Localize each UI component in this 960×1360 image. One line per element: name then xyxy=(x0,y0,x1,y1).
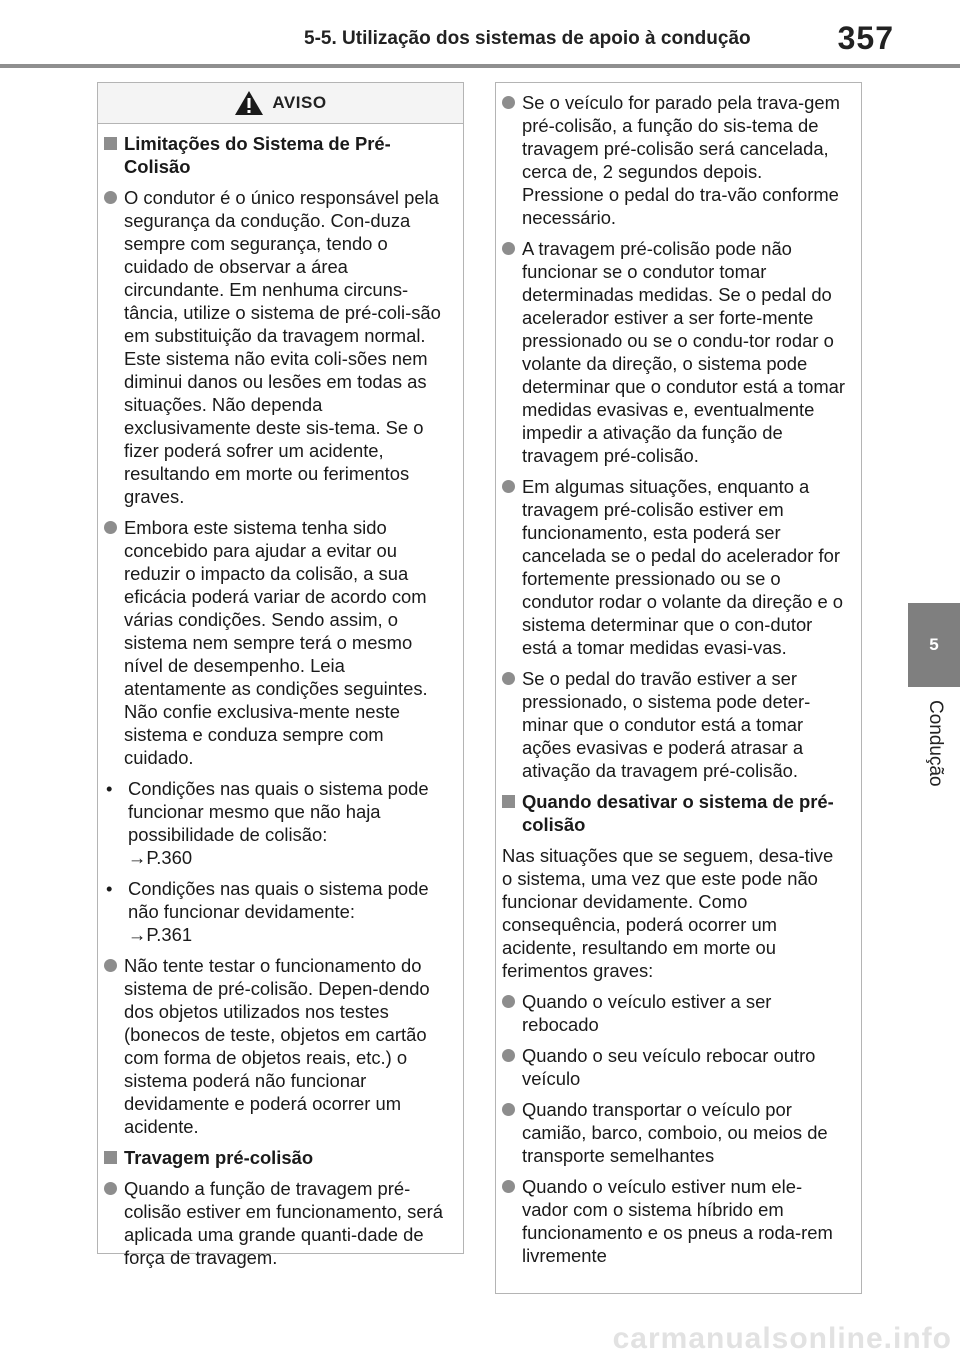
list-item xyxy=(502,91,847,229)
item-text: Em algumas situações, enquanto a travagem pré-colisão estiver em funcionamento, esta poderá ser cancelada se o pedal do acelerador for fortemente pressionado ou se o condutor rodar o volante da direção e o sistema determinar que o con-dutor está a tomar medidas evasi-vas. xyxy=(522,476,844,658)
page-reference-link[interactable]: →P.360 xyxy=(128,847,193,868)
warning-title: AVISO xyxy=(272,93,327,112)
bullet-icon xyxy=(104,959,117,972)
item-text: Se o pedal do travão estiver a ser pressionado, o sistema pode deter-minar que o condutor está a tomar ações evasivas e poderá atrasar a ativação da travagem pré-colisão. xyxy=(522,668,811,781)
bullet-icon xyxy=(502,480,515,493)
chapter-label: Condução xyxy=(925,700,946,787)
square-bullet-icon xyxy=(502,795,515,808)
bullet-icon xyxy=(502,96,515,109)
bullet-icon xyxy=(502,1103,515,1116)
list-item xyxy=(502,1175,847,1267)
item-text: Quando o veículo estiver num ele-vador com o sistema híbrido em funcionamento e os pneus a roda-rem livremente xyxy=(522,1176,833,1266)
warning-header xyxy=(98,83,463,124)
bullet-icon xyxy=(104,191,117,204)
bullet-icon xyxy=(502,1049,515,1062)
bullet-icon xyxy=(502,672,515,685)
square-bullet-icon xyxy=(104,137,117,150)
page-number: 357 xyxy=(837,20,894,56)
chapter-tab[interactable] xyxy=(908,603,960,687)
bullet-icon xyxy=(104,1182,117,1195)
dot-bullet-icon: • xyxy=(106,878,113,899)
warning-triangle-icon xyxy=(234,90,264,116)
item-text: Quando transportar o veículo por camião, barco, comboio, ou meios de transporte semelhantes xyxy=(522,1099,828,1166)
heading-text: Travagem pré-colisão xyxy=(124,1147,314,1168)
sub-item xyxy=(104,777,451,869)
item-text: O condutor é o único responsável pela segurança da condução. Con-duza sempre com segurança, tendo o cuidado de observar a área circundante. Em nenhuma circuns-tância, utilize o sistema de pré-coli-são em substituição da travagem normal. Este sistema não evita coli-sões nem diminui danos ou lesões em todas as situações. Não dependa exclusivamente deste sis-tema. Se o fizer poderá sofrer um acidente, resultando em morte ou ferimentos graves. xyxy=(124,187,441,507)
item-text: Condições nas quais o sistema pode não funcionar devidamente: xyxy=(128,878,429,922)
bullet-icon xyxy=(104,521,117,534)
list-item xyxy=(502,475,847,659)
item-text: Condições nas quais o sistema pode funcionar mesmo que não haja possibilidade de colisão: xyxy=(128,778,429,845)
section-title: 5-5. Utilização dos sistemas de apoio à condução xyxy=(304,28,751,49)
section-heading xyxy=(104,1146,451,1169)
sub-item xyxy=(104,877,451,946)
section-heading xyxy=(104,132,451,178)
continued-warning-box xyxy=(495,82,862,1294)
paragraph: Nas situações que se seguem, desa-tive o sistema, uma vez que este pode não funcionar devidamente. Como consequência, poderá ocorrer um acidente, resultando em morte ou ferimentos graves: xyxy=(502,845,834,981)
bullet-icon xyxy=(502,995,515,1008)
list-item xyxy=(502,1044,847,1090)
list-item xyxy=(104,186,451,508)
chapter-number: 5 xyxy=(929,635,939,654)
list-item xyxy=(104,1177,451,1269)
bullet-icon xyxy=(502,1180,515,1193)
list-item xyxy=(502,1098,847,1167)
watermark: carmanualsonline.info xyxy=(612,1322,952,1355)
list-item xyxy=(502,667,847,782)
heading-text: Quando desativar o sistema de pré-colisão xyxy=(522,791,834,835)
list-item xyxy=(502,990,847,1036)
square-bullet-icon xyxy=(104,1151,117,1164)
item-text: Não tente testar o funcionamento do sistema de pré-colisão. Depen-dendo dos objetos utilizados nos testes (bonecos de teste, objetos em cartão com forma de objetos reais, etc.) o sistema poderá não funcionar devidamente e poderá ocorrer um acidente. xyxy=(124,955,430,1137)
warning-content xyxy=(98,124,463,1269)
item-text: Quando a função de travagem pré-colisão estiver em funcionamento, será aplicada uma grande quanti-dade de força de travagem. xyxy=(124,1178,443,1268)
bullet-icon xyxy=(502,242,515,255)
item-text: Embora este sistema tenha sido concebido para ajudar a evitar ou reduzir o impacto da colisão, a sua eficácia poderá variar de acordo com várias condições. Sendo assim, o sistema nem sempre terá o mesmo nível de desempenho. Leia atentamente as condições seguintes. Não confie exclusiva-mente neste sistema e conduza sempre com cuidado. xyxy=(124,517,428,768)
section-heading xyxy=(502,790,847,836)
warning-box xyxy=(97,82,464,1268)
list-item xyxy=(104,954,451,1138)
heading-text: Limitações do Sistema de Pré-Colisão xyxy=(124,133,391,177)
item-text: Quando o veículo estiver a ser rebocado xyxy=(522,991,772,1035)
list-item xyxy=(502,237,847,467)
list-item xyxy=(104,516,451,769)
item-text: Quando o seu veículo rebocar outro veículo xyxy=(522,1045,816,1089)
header-divider xyxy=(0,64,960,68)
page-reference-link[interactable]: →P.361 xyxy=(128,924,193,945)
item-text: Se o veículo for parado pela trava-gem pré-colisão, a função do sis-tema de travagem pré-colisão será cancelada, cerca de, 2 segundos depois. Pressione o pedal do tra-vão conforme necessário. xyxy=(522,92,840,228)
dot-bullet-icon: • xyxy=(106,778,113,799)
item-text: A travagem pré-colisão pode não funcionar se o condutor tomar determinadas medidas. Se o pedal do acelerador estiver a ser forte-mente pressionado ou se o condu-tor rodar o volante da direção, o sistema pode determinar que o condutor está a tomar medidas evasivas e, eventualmente impedir a ativação da função de travagem pré-colisão. xyxy=(522,238,846,466)
